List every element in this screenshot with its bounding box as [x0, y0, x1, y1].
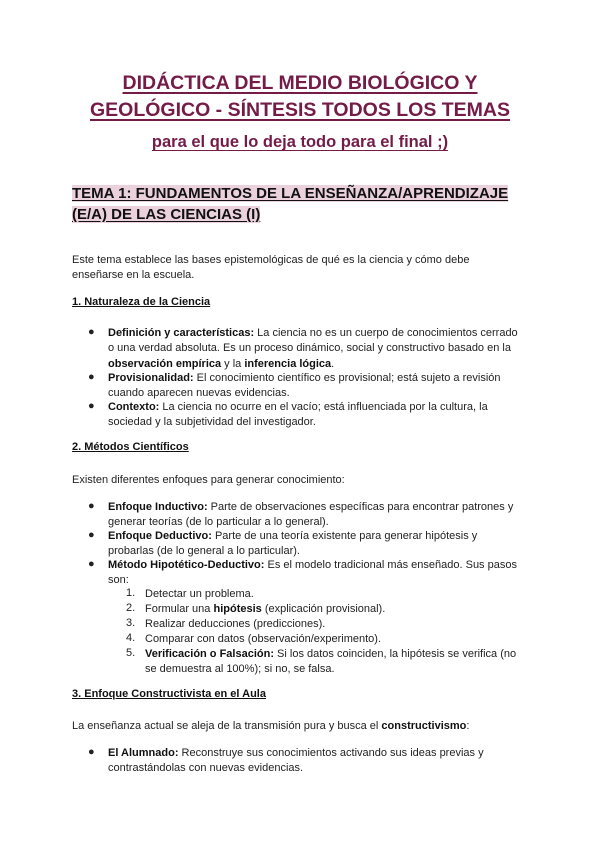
step-item [145, 647, 535, 678]
item-text: contrastándolas con nuevas evidencias. [108, 762, 304, 775]
list-item [108, 400, 528, 431]
tema-heading-line-1: TEMA 1: FUNDAMENTOS DE LA ENSEÑANZA/APRENDIZAJE [72, 185, 509, 202]
document-title [40, 70, 560, 124]
item-text: generar teorías (de lo particular a lo general). [108, 516, 329, 529]
list-item [108, 746, 528, 777]
intro-paragraph [72, 253, 469, 284]
term: Método Hipotético-Deductivo: [108, 559, 265, 571]
step-item: Comparar con datos (observación/experimento). [145, 633, 382, 645]
list-item [108, 529, 528, 560]
step-number: 5. [126, 647, 136, 659]
tema-heading-line-2: (E/A) DE LAS CIENCIAS (I) [72, 206, 261, 223]
item-text: o una verdad absoluta. Es un proceso dinámico, social y constructivo basado en la [108, 342, 511, 355]
section-heading-2: 2. Métodos Científicos [72, 441, 189, 453]
item-text: sociedad y la subjetividad del investigador. [108, 416, 316, 429]
step-item: Realizar deducciones (predicciones). [145, 618, 326, 630]
item-text: Es el modelo tradicional más enseñado. Sus pasos [264, 559, 517, 571]
item-text: El conocimiento científico es provisional; está sujeto a revisión [193, 372, 501, 384]
intro-line-1: Este tema establece las bases epistemológicas de qué es la ciencia y cómo debe [72, 254, 470, 266]
item-text: Reconstruye sus conocimientos activando sus ideas previas y [178, 747, 484, 759]
item-text: La ciencia no ocurre en el vacío; está influenciada por la cultura, la [159, 401, 488, 413]
step-item: Detectar un problema. [145, 588, 254, 600]
bullet-icon: ● [88, 500, 95, 512]
intro-text: : [466, 720, 470, 732]
section-heading-1: 1. Naturaleza de la Ciencia [72, 296, 211, 308]
step-text: se demuestra al 100%); si no, se falsa. [145, 663, 335, 676]
term: Contexto: [108, 401, 160, 413]
document-subtitle [40, 133, 560, 152]
step-number: 1. [126, 587, 136, 599]
step-item [145, 602, 535, 617]
bold-term: observación empírica [108, 357, 222, 370]
bullet-icon: ● [88, 558, 95, 570]
title-line-1: DIDÁCTICA DEL MEDIO BIOLÓGICO Y [122, 72, 478, 94]
bullet-icon: ● [88, 746, 95, 758]
item-text: Parte de una teoría existente para generar hipótesis y [211, 530, 478, 542]
item-text: Parte de observaciones específicas para encontrar patrones y [207, 501, 514, 513]
list-item [108, 500, 528, 531]
intro-line-2: enseñarse en la escuela. [72, 269, 195, 282]
item-text: cuando aparecen nuevas evidencias. [108, 387, 290, 400]
step-number: 3. [126, 617, 136, 629]
step-number: 4. [126, 632, 136, 644]
item-text: y la [221, 357, 245, 370]
title-line-2: GEOLÓGICO - SÍNTESIS TODOS LOS TEMAS [89, 99, 510, 121]
bullet-icon: ● [88, 326, 95, 338]
bullet-icon: ● [88, 400, 95, 412]
bold-term: Verificación o Falsación: [145, 648, 274, 660]
section-intro: Existen diferentes enfoques para generar conocimiento: [72, 474, 345, 486]
list-item [108, 558, 528, 589]
tema-heading [72, 183, 527, 225]
section-intro [72, 719, 469, 734]
term: Definición y características: [108, 327, 255, 339]
term: Enfoque Deductivo: [108, 530, 212, 542]
item-text: . [331, 357, 335, 370]
item-text: probarlas (de lo general a lo particular). [108, 545, 300, 558]
subtitle-text: para el que lo deja todo para el final ;) [151, 133, 449, 151]
bullet-icon: ● [88, 529, 95, 541]
section-heading-3: 3. Enfoque Constructivista en el Aula [72, 688, 266, 700]
bold-term: constructivismo [381, 720, 467, 732]
step-number: 2. [126, 602, 136, 614]
term: El Alumnado: [108, 747, 179, 759]
list-item [108, 371, 528, 402]
term: Provisionalidad: [108, 372, 194, 384]
step-text: Si los datos coinciden, la hipótesis se verifica (no [274, 648, 517, 660]
bold-term: hipótesis [213, 603, 262, 615]
bold-term: inferencia lógica [244, 357, 332, 370]
bullet-icon: ● [88, 371, 95, 383]
intro-text: La enseñanza actual se aleja de la transmisión pura y busca el [72, 720, 382, 732]
list-item [108, 326, 528, 372]
term: Enfoque Inductivo: [108, 501, 208, 513]
step-text: Formular una [145, 603, 214, 615]
item-text: La ciencia no es un cuerpo de conocimientos cerrado [254, 327, 518, 339]
item-text: son: [108, 574, 129, 587]
step-text: (explicación provisional). [261, 603, 386, 615]
